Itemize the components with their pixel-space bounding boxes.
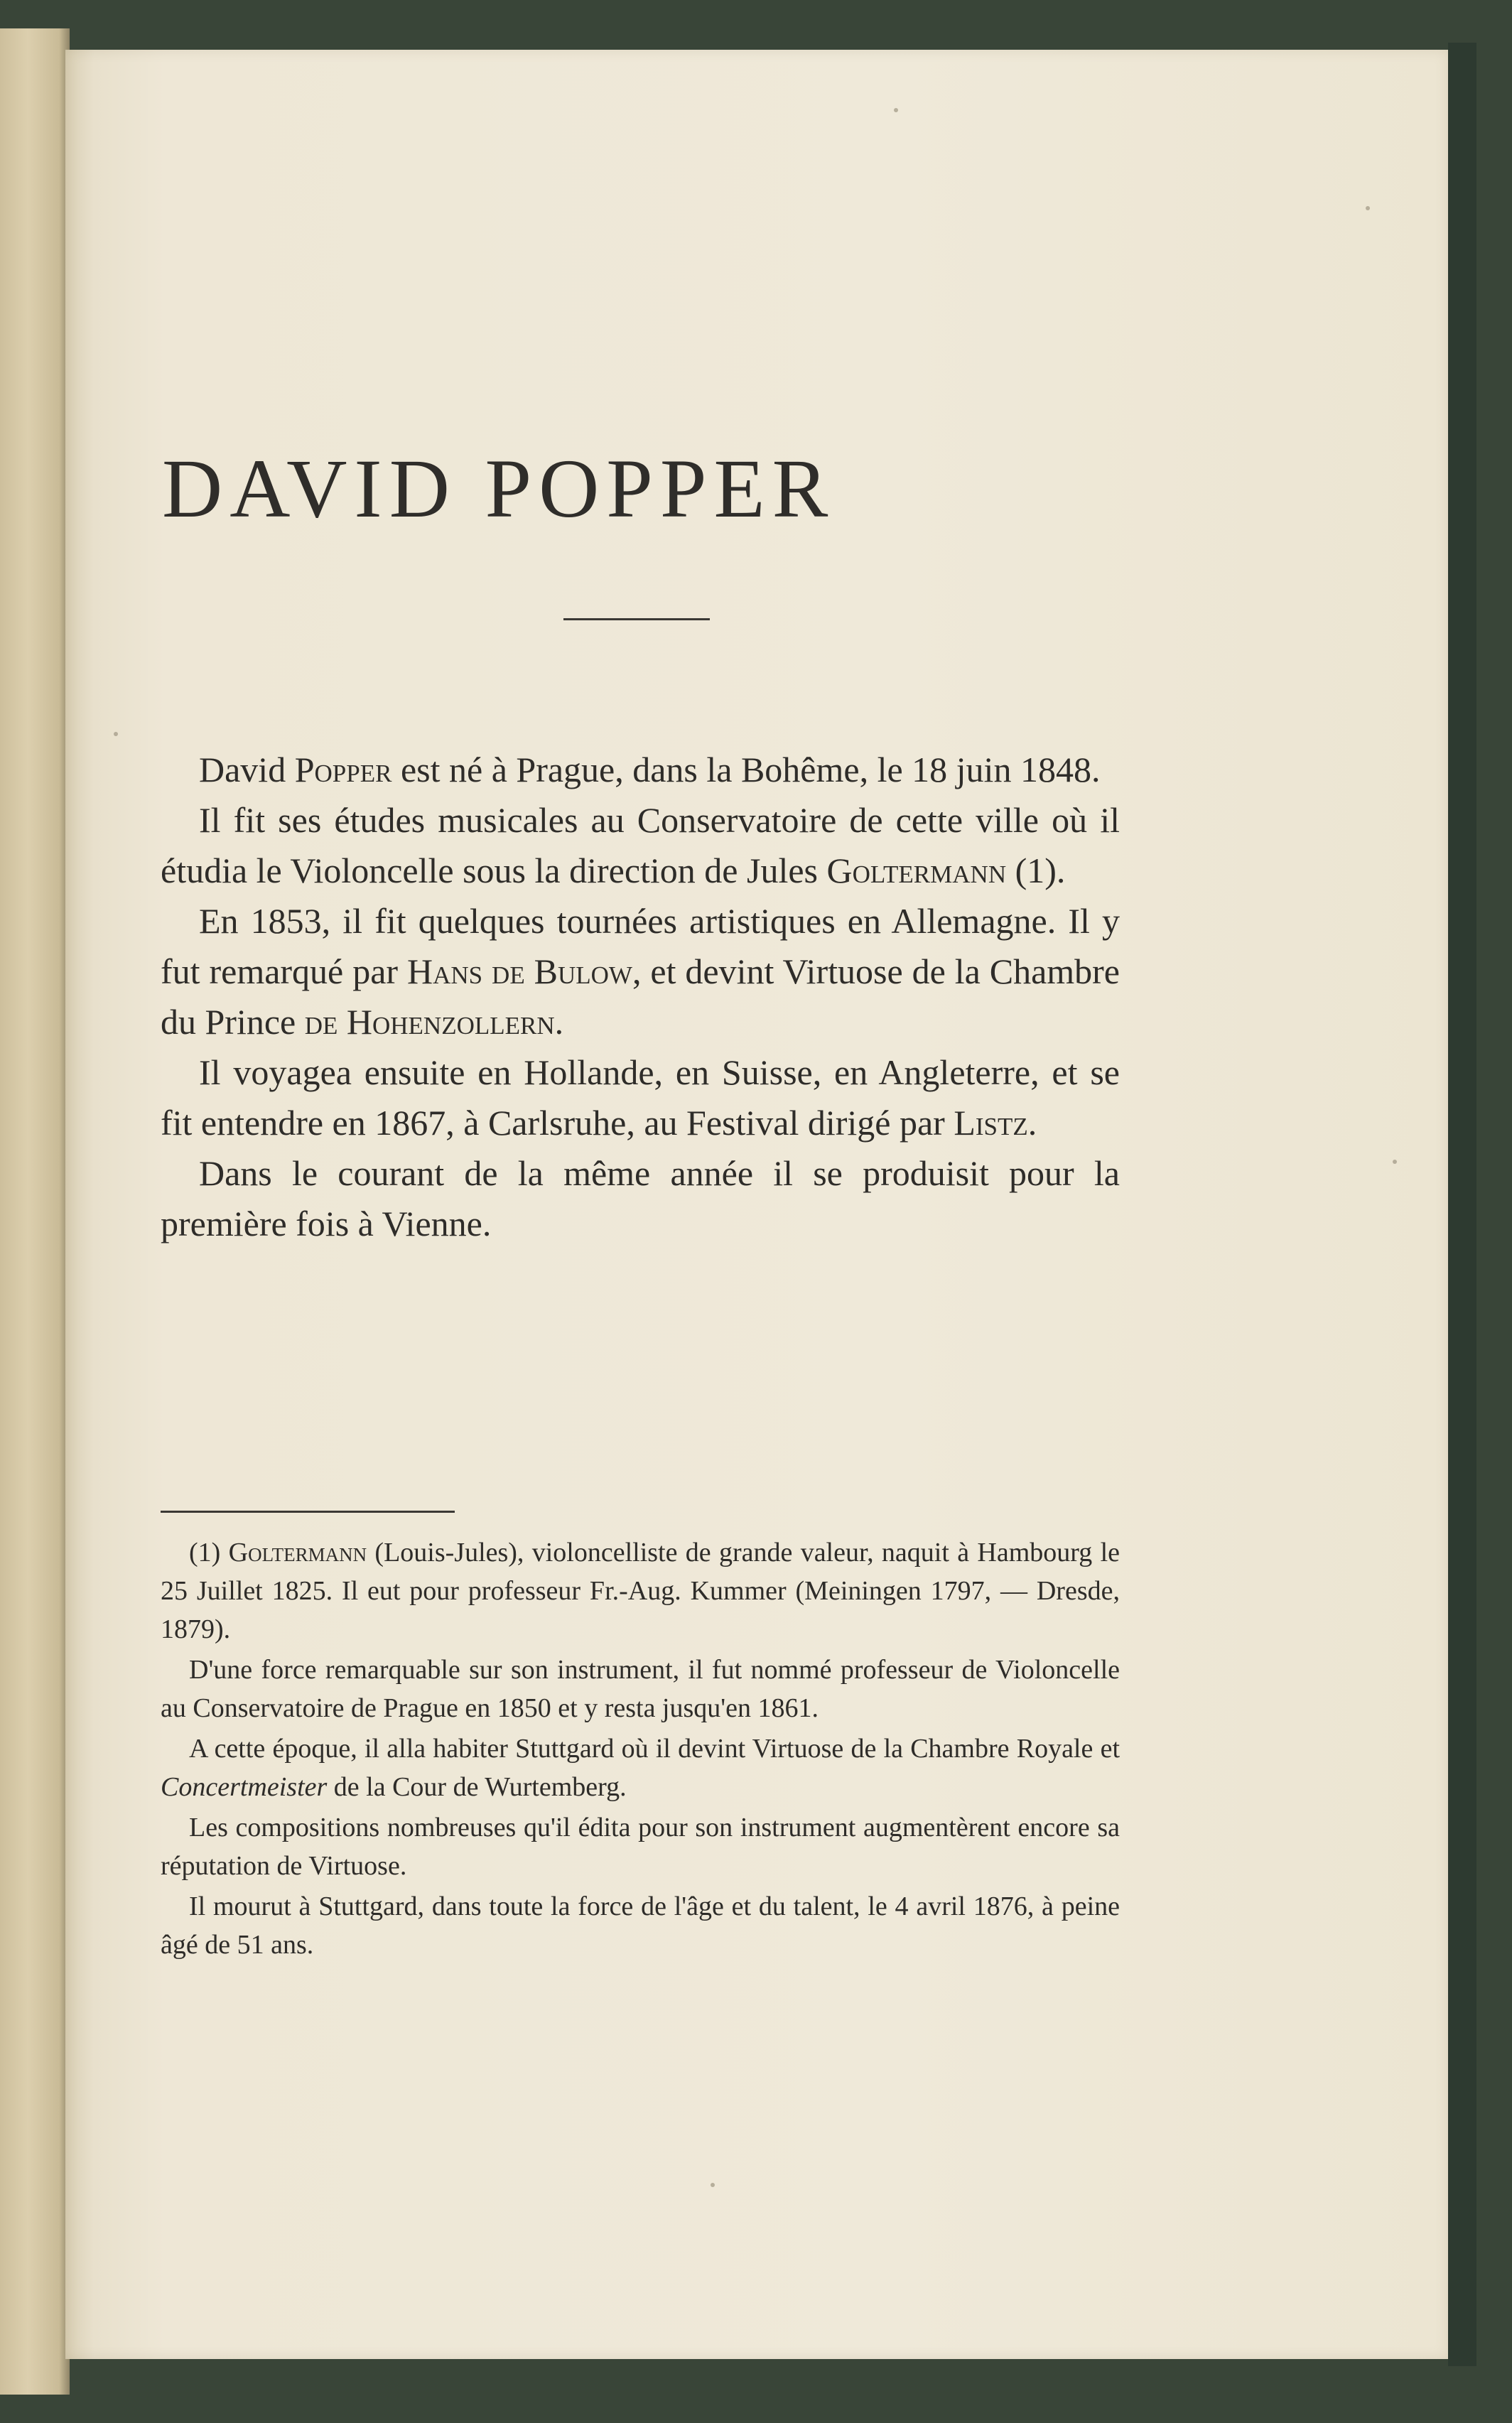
text-run: Il voyagea ensuite en Hollande, en Suisse, en Angleterre, et se fit entendre en 1867, à Carlsruhe, au Festival dirigé par: [161, 1052, 1120, 1143]
text-run: En 1853, il fit quelques tournées artistiques en Allemagne. Il y fut remarqué par: [161, 901, 1120, 991]
proper-name: Hans de Bulow: [406, 951, 632, 991]
binding-edge: [1448, 43, 1476, 2366]
text-run: D'une force remarquable sur son instrument, il fut nommé professeur de Violoncelle au Conservatoire de Prague en 1850 et y resta jusqu'en 1861.: [161, 1655, 1120, 1723]
footnote-paragraph: [161, 1887, 1120, 1964]
text-run: (Louis-Jules), violoncelliste de grande valeur, naquit à Hambourg le 25 Juillet 1825. Il eut pour professeur Fr.-Aug. Kummer (Meiningen 1797, — Dresde, 1879).: [161, 1538, 1120, 1644]
paper-speck: [894, 108, 898, 112]
proper-name: Listz: [954, 1103, 1028, 1143]
proper-name: Goltermann: [228, 1538, 367, 1567]
proper-name: Goltermann: [826, 851, 1007, 890]
page-title: DAVID POPPER: [162, 442, 836, 535]
text-run: .: [1027, 1103, 1037, 1143]
body-paragraph: [161, 795, 1120, 896]
footnote-rule: [161, 1511, 455, 1513]
body-text: [161, 745, 1120, 1249]
text-run: Il mourut à Stuttgard, dans toute la force de l'âge et du talent, le 4 avril 1876, à peine âgé de 51 ans.: [161, 1892, 1120, 1960]
footnote-paragraph: [161, 1651, 1120, 1727]
body-paragraph: [161, 745, 1120, 795]
text-run: de la Cour de Wurtemberg.: [327, 1772, 627, 1802]
paper-speck: [1393, 1160, 1397, 1164]
body-paragraph: [161, 1148, 1120, 1249]
paper-speck: [114, 732, 118, 736]
text-run: David: [199, 750, 295, 789]
left-page-edge: [0, 28, 70, 2395]
footnote-paragraph: [161, 1729, 1120, 1806]
text-run: est né à Prague, dans la Bohême, le 18 juin 1848.: [392, 750, 1101, 789]
text-run: Concertmeister: [161, 1772, 328, 1802]
paper-speck: [1366, 206, 1370, 210]
text-run: Dans le courant de la même année il se produisit pour la première fois à Vienne.: [161, 1153, 1120, 1243]
proper-name: Popper: [294, 750, 392, 789]
text-run: A cette époque, il alla habiter Stuttgard où il devint Virtuose de la Chambre Royale et: [189, 1734, 1120, 1764]
text-run: .: [554, 1002, 564, 1042]
text-run: Il fit ses études musicales au Conservatoire de cette ville où il étudia le Violoncelle sous la direction de Jules: [161, 800, 1120, 890]
title-rule: [563, 618, 710, 620]
body-paragraph: [161, 896, 1120, 1047]
proper-name: de Hohenzollern: [304, 1002, 555, 1042]
text-run: , et devint Virtuose de la Chambre du Prince: [161, 951, 1120, 1042]
footnotes: [161, 1533, 1120, 1966]
text-run: Les compositions nombreuses qu'il édita pour son instrument augmentèrent encore sa réputation de Virtuose.: [161, 1813, 1120, 1881]
footnote-paragraph: [161, 1808, 1120, 1885]
paper-speck: [711, 2183, 715, 2187]
footnote-paragraph: [161, 1533, 1120, 1648]
text-run: (1).: [1006, 851, 1066, 890]
text-run: (1): [189, 1538, 229, 1567]
body-paragraph: [161, 1047, 1120, 1148]
